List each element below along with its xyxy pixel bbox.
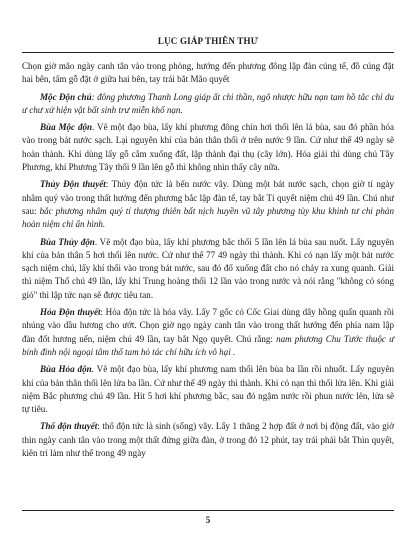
paragraph-bua-thuy-don	[22, 236, 394, 302]
running-header: LỤC GIÁP THIÊN THƯ	[157, 36, 259, 46]
page-number: 5	[205, 515, 211, 525]
paragraph-text: Chọn giờ mão ngày canh tân vào trong phòng, hướng đến phương đông lập đàn cúng tế, đồ cúng đặt hai bên, tấm gỗ đặt ở giữa hai bên, tay trái bắt Mão quyết	[22, 61, 394, 85]
paragraph-tho-don-thuyet	[22, 420, 394, 460]
section-heading: Mộc Độn chú	[40, 91, 92, 102]
section-heading: Hỏa Độn thuyết	[40, 307, 101, 318]
paragraph-text: : thổ độn tức là sinh (sống) vây. Lấy 1 thăng 2 hợp đất ở nơi bị động đất, vào giờ thìn ngày canh tân vào trong một thất đứng giữa đàn, ở trong đó 12 phút, tay trái phải bắt Thìn quyết, kiên trì làm như thế trong 49 ngày	[22, 421, 394, 459]
paragraph-text: : Thủy độn tức là bến nước vây. Dùng một bát nước sạch, chọn giờ tí ngày nhâm quý vào trong thất hướng đến phương bắc lập đàn tế, tay bắt Tí quyết niệm chú 49 lần. Chú như sau:	[22, 179, 394, 216]
section-heading: Thổ độn thuyết	[40, 421, 98, 432]
section-heading: Bùa Mộc độn	[40, 122, 93, 133]
paragraph-bua-moc-don	[22, 121, 394, 174]
section-heading: Thủy Độn thuyết	[40, 179, 106, 190]
paragraph-moc-don-chu	[22, 91, 394, 118]
footer-rule	[22, 510, 394, 511]
incantation-text: bắc phương nhâm quý tí thượng thiên bất nịch huyền vũ tây phương tùy khu khinh tư chi phản hoàn niệm chỉ ẩn hình.	[22, 205, 394, 230]
incantation-text: nam phương Chu Tước thuộc ư bính đinh nội ngoại tâm thổ tam hỏ tác chí hữu ích vô hại .	[22, 333, 394, 357]
body-text	[22, 60, 394, 460]
paragraph-text: . Vẽ một đạo bùa, lấy khí phương nam thổi lên bùa ba lần rồi nhuốt. Lấy nguyên khí của bản thân thổi lên lửa ba lần. Cứ như thế 49 ngày thì thành. Khi có nạn thì thổi lửa lên. Khi giải niệm Bắc phương chú 49 lần. Hít 5 hơi khí phương bắc, sau đó ngậm nước rồi phun nước lên, lửa sẽ tự tiêu.	[22, 364, 394, 415]
paragraph-intro	[22, 60, 394, 87]
paragraph-text: . Vẽ một đạo bùa, lấy khí phương đông chín hơi thổi lên lá bùa, sau đó phần hóa vào trong bát nước sạch. Lại nguyên khí của bản thân thổi ở trên nước 9 lần. Cứ như thế 49 ngày sẽ hoàn thành. Khi dùng lấy gỗ cắm xuống đất, lập thành đại thụ (cây lớn). Hóa giải thì dùng chú Tây Phương, khí Phương Tây thổi 9 lần lên gỗ thì không nhìn thấy cây nữa.	[22, 122, 395, 173]
paragraph-bua-hoa-don	[22, 363, 394, 416]
header-rule	[22, 52, 394, 53]
paragraph-text: . Vẽ một đạo bùa, lấy khí phương bắc thổi 5 lần lên lá bùa sau nuốt. Lấy nguyên khí của bản thân 5 hơi thổi lên nước. Cứ như thế 77 49 ngày thì thành. Khi có nạn lấy một bát nước sạch niệm chú, lấy khí thổi vào trong bát nước, sau đó đổ xuống đất cho nó chảy ra xung quanh. Giải thì niệm Thổ chú 49 lần, lấy khí Trung hoàng thổi 12 lần vào trong nước và nói rằng "không có sóng gió" thì lập tức nạn sẽ được tiêu tan.	[22, 236, 395, 300]
incantation-text: : đông phương Thanh Long giáp ất chi thần, ngô nhược hữu nạn tam hồ tắc chỉ du ư chư xứ hiện vật bất sinh trư miễn khổ nạn.	[22, 91, 394, 115]
paragraph-hoa-don-thuyet	[22, 306, 394, 359]
paragraph-text: : Hỏa độn tức là hỏa vây. Lấy 7 gốc cỏ Cốc Giai dùng dây hồng quấn quanh rồi nhúng vào dầu hương cho ướt. Chọn giờ ngọ ngày canh tân vào trong thất hướng đến phía nam lập đàn đốt hương nến, niệm chú 49 lần, tay bắt Ngọ quyết. Chú rằng:	[22, 307, 394, 344]
section-heading: Bùa Hỏa độn	[40, 364, 92, 375]
section-heading: Bùa Thủy độn	[40, 236, 95, 247]
paragraph-thuy-don-thuyet	[22, 178, 394, 231]
